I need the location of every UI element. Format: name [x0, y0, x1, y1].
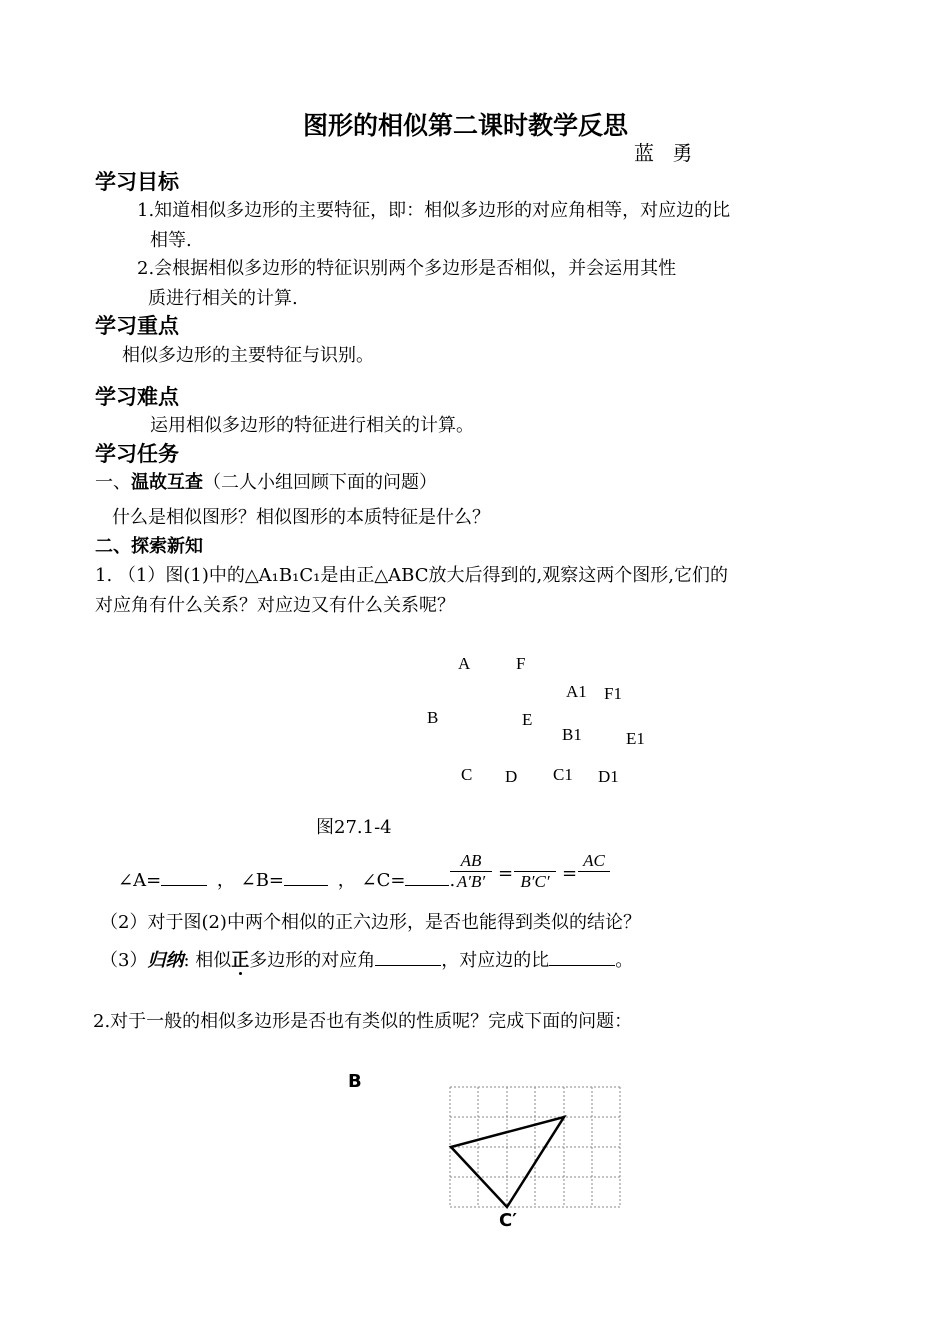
equals-2: =	[562, 863, 578, 884]
angle-b-blank	[284, 885, 328, 886]
key-points-text: 相似多边形的主要特征与识别。	[122, 345, 374, 366]
label-d1: D1	[598, 767, 619, 786]
objective-1-line1: 1.知道相似多边形的主要特征，即：相似多边形的对应角相等，对应边的比	[137, 200, 731, 221]
label-c: C	[461, 765, 473, 784]
tasks-heading: 学习任务	[95, 442, 179, 466]
grid-lines	[450, 1087, 620, 1207]
grid-label-b: B	[348, 1071, 362, 1092]
q2: （2）对于图(2)中两个相似的正六边形，是否也能得到类似的结论？	[100, 912, 641, 933]
ratio-1-denominator: A′B′	[450, 871, 492, 892]
q3-dot-char: 正	[231, 950, 250, 971]
ratio-3-numerator: AC	[583, 851, 605, 870]
q1-line1: 1. （1）图(1)中的△A₁B₁C₁是由正△ABC放大后得到的,观察这两个图形,它们的	[95, 565, 728, 586]
q1-line2: 对应角有什么关系？对应边又有什么关系呢？	[95, 595, 455, 616]
key-points-heading: 学习重点	[95, 314, 179, 338]
ratio-2	[514, 851, 556, 892]
part1-question: 什么是相似图形？相似图形的本质特征是什么？	[112, 507, 490, 528]
difficulties-heading: 学习难点	[95, 385, 179, 409]
author: 蓝 勇	[634, 141, 699, 165]
ratio-3	[578, 851, 610, 890]
label-b1: B1	[562, 725, 582, 744]
label-e1: E1	[626, 729, 645, 748]
q3	[100, 946, 633, 972]
angle-a-label: ∠A=	[118, 870, 162, 891]
ratio-3-denominator	[578, 871, 610, 890]
difficulties-text: 运用相似多边形的特征进行相关的计算。	[150, 415, 474, 436]
angle-c-label: ， ∠C=	[337, 870, 406, 891]
objectives-heading: 学习目标	[95, 170, 179, 194]
label-f1: F1	[604, 684, 622, 703]
angle-line	[118, 866, 455, 892]
angle-end: .	[449, 870, 456, 891]
q3-emph: 归纳	[147, 950, 184, 971]
part1-rest: （二人小组回顾下面的问题）	[203, 472, 437, 493]
q3-comma: ，对应边的比	[441, 950, 550, 971]
objective-2-line1: 2.会根据相似多边形的特征识别两个多边形是否相似，并会运用其性	[137, 258, 677, 279]
q3-colon: : 相似	[183, 950, 232, 971]
objective-1-line2: 相等.	[150, 230, 192, 251]
q3-mid: 多边形的对应角	[249, 950, 376, 971]
part2-title: 二、探索新知	[95, 536, 203, 557]
label-a: A	[458, 654, 471, 673]
part1-line	[95, 468, 437, 494]
triangle	[451, 1117, 564, 1207]
equals-1: =	[498, 863, 514, 884]
angle-a-blank	[161, 885, 207, 886]
q3-end: 。	[615, 950, 634, 971]
ratio-2-denominator: B′C′	[514, 871, 556, 892]
label-e: E	[522, 710, 533, 729]
label-b: B	[427, 708, 439, 727]
ratio-1	[450, 851, 492, 892]
page-title: 图形的相似第二课时教学反思	[303, 111, 629, 140]
objective-2-line2: 质进行相关的计算.	[148, 288, 298, 309]
q3-blank-2	[549, 965, 615, 966]
angle-b-label: ， ∠B=	[216, 870, 285, 891]
label-f: F	[516, 654, 526, 673]
label-d: D	[505, 767, 518, 786]
part1-bold: 温故互查	[131, 472, 203, 493]
grid-label-c-prime: C′	[499, 1210, 517, 1231]
q4: 2.对于一般的相似多边形是否也有类似的性质呢？完成下面的问题：	[93, 1011, 633, 1032]
ratio-2-numerator	[514, 851, 556, 871]
angle-c-blank	[405, 885, 449, 886]
q3-prefix: （3）	[100, 950, 148, 971]
ratio-1-numerator: AB	[460, 851, 482, 870]
label-a1: A1	[566, 682, 587, 701]
grid-figure	[448, 1085, 624, 1211]
figure-caption: 图27.1-4	[316, 817, 392, 838]
part1-prefix: 一、	[95, 472, 131, 493]
q3-blank-1	[375, 965, 441, 966]
label-c1: C1	[553, 765, 573, 784]
